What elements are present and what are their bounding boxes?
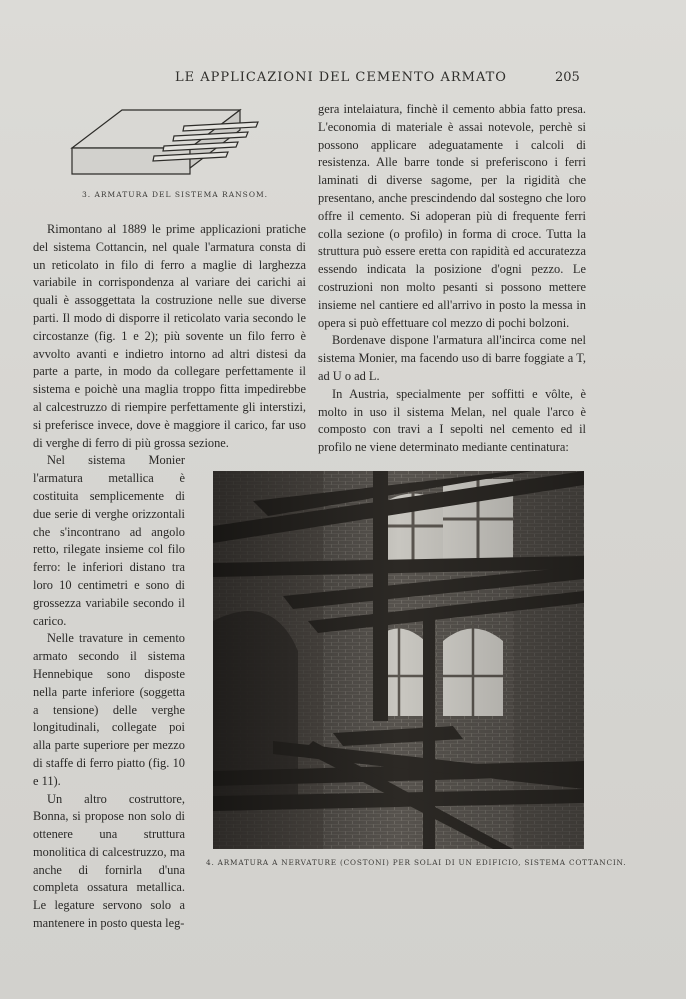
paragraph-hennebique: Nelle travature in cemento armato secondo il sistema Hennebique sono disposte nella parte inferiore (soggetta a tensione) delle verghe longitudinali, collegate poi alla parte superiore per mezzo di staffe di ferro piatto (fig. 10 e 11). xyxy=(33,631,185,788)
running-title: LE APPLICAZIONI DEL CEMENTO ARMATO xyxy=(175,70,507,85)
paragraph-monier: Nel sistema Monier l'armatura metallica è costituita semplicemente di due serie di verghe orizzontali che s'incontrano ad angolo retto, rilegate insieme col filo ferro: le inferiori distano tra loro 10 centimetri e sono di grossezza variabile secondo il carico. xyxy=(33,453,185,628)
ransom-system-drawing xyxy=(62,100,272,185)
construction-photograph xyxy=(213,471,584,849)
right-column xyxy=(318,101,586,457)
paragraph-bonna: Un altro costruttore, Bonna, si propose non solo di ottenere una struttura monolitica di calcestruzzo, ma anche di fornirla d'una completa ossatura metallica. Le legature servono solo a mantenere in posto questa leg- xyxy=(33,791,185,931)
page-number: 205 xyxy=(555,70,580,85)
figure-4-caption: 4. ARMATURA A NERVATURE (COSTONI) PER SOLAI DI UN EDIFICIO, SISTEMA COTTANCIN. xyxy=(206,858,627,867)
paragraph-bonna-continued: gera intelaiatura, finchè il cemento abbia fatto presa. L'economia di materiale è assai notevole, perchè si possono applicare adeguatamente i calcoli di resistenza. Alle barre tonde si preferiscono i ferri laminati di diverse sagome, per la rigidità che presentano, anche prescindendo dal sostegno che loro offre il cemento. Si adoperan più di frequente ferri colla sezione (o profilo) in forma di croce. Tutta la struttura può essere eretta con rapidità ed accuratezza essendo indicata la posizione d'ogni pezzo. Le costruzioni non molto pesanti si possono mettere insieme nel cantiere ed all'arrivo in posto la messa in opera si può effettuare col mezzo di pochi bolzoni. xyxy=(318,102,586,330)
paragraph-bordenave: Bordenave dispone l'armatura all'incirca come nel sistema Monier, ma facendo uso di barre foggiate a T, ad U o ad L. xyxy=(318,333,586,383)
narrow-column xyxy=(33,452,185,933)
paragraph-cottancin: Rimontano al 1889 le prime applicazioni pratiche del sistema Cottancin, nel quale l'armatura consta di un reticolato in filo di ferro a maglie di larghezza variabile in corrispondenza al variare dei carichi ai quali è assoggettata la costruzione nelle sue diverse parti. Il modo di disporre il reticolato varia secondo le circostanze (fig. 1 e 2); più sovente un filo ferro è avvolto avanti e indietro intorno ad altri distesi da parte a parte, in modo da collegare perfettamente il sistema e poichè una maglia troppo fitta impedirebbe al calcestruzzo di riempire perfettamente gli interstizi, si preferisce invece, dove è maggiore il carico, far uso di verghe di ferro di più grossa sezione. xyxy=(33,222,306,450)
figure-3-caption: 3. ARMATURA DEL SISTEMA RANSOM. xyxy=(81,190,269,199)
paragraph-melan: In Austria, specialmente per soffitti e vôlte, è molto in uso il sistema Melan, nel quale l'arco è composto con travi a I sepolti nel cemento ed il profilo ne viene determinato mediante centinatura: xyxy=(318,386,586,455)
